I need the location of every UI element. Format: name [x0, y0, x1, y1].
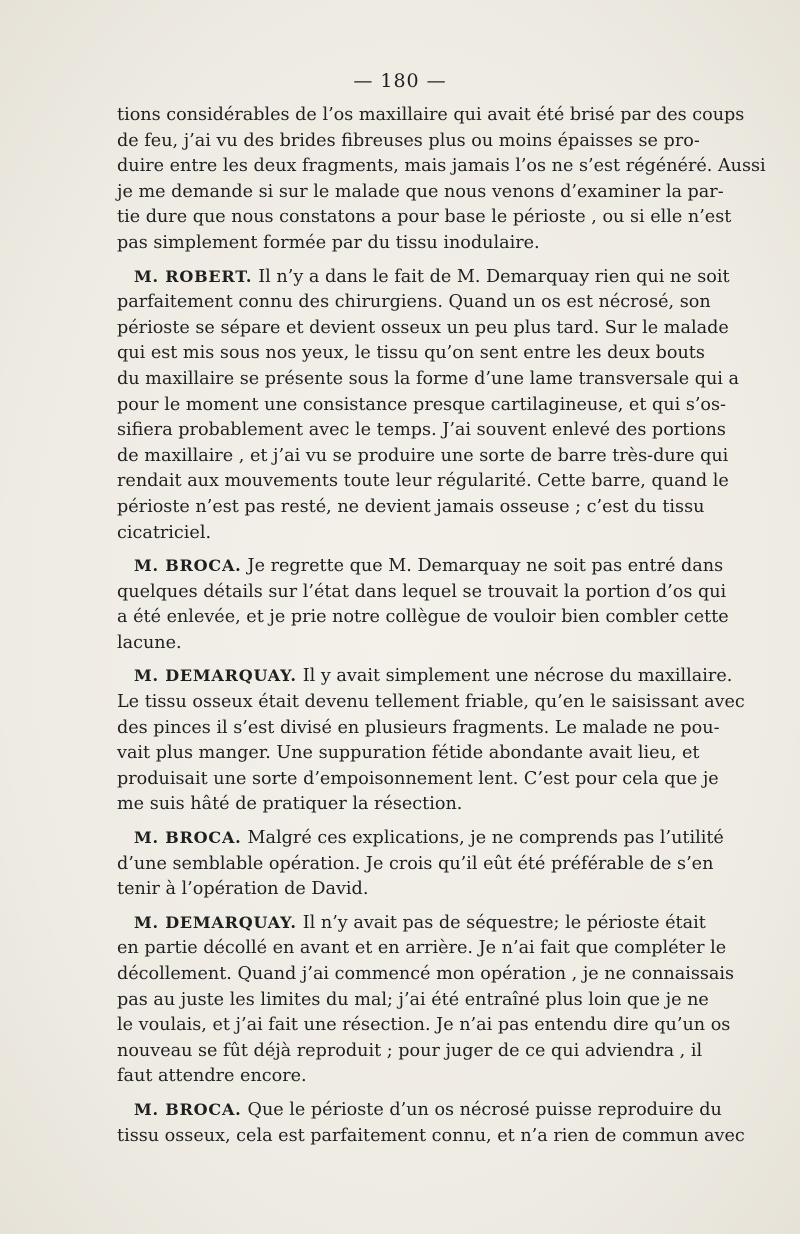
text-line [117, 129, 700, 155]
line-text: faut attendre encore. [117, 1066, 307, 1087]
line-text: décollement. Quand j’ai commencé mon opération , je ne connaissais [117, 964, 735, 984]
text-line [117, 1064, 697, 1090]
line-text: Il y avait simplement une nécrose du maxillaire. [302, 666, 733, 687]
text-line [117, 910, 706, 937]
paragraph-gap [117, 903, 697, 910]
line-text: me suis hâté de pratiquer la résection. [117, 794, 463, 815]
text-line [117, 341, 705, 367]
line-text: Il n’y avait pas de séquestre; le périoste était [302, 912, 706, 933]
line-text: lacune. [117, 632, 182, 653]
line-text: périoste n’est pas resté, ne devient jamais osseuse ; c’est du tissu [117, 496, 705, 517]
line-text: produisait une sorte d’empoisonnement lent. C’est pour cela que je [117, 768, 719, 789]
line-text: sifiera probablement avec le temps. J’ai souvent enlevé des portions [117, 420, 726, 441]
text-line [117, 444, 729, 470]
text-line [117, 767, 719, 793]
paragraph [117, 1097, 745, 1149]
text-line [117, 103, 745, 129]
text-line [117, 1097, 722, 1124]
text-line [117, 316, 729, 342]
line-text: Malgré ces explications, je ne comprends pas l’utilité [247, 828, 724, 849]
line-text: je me demande si sur le malade que nous venons d’examiner la par- [117, 181, 724, 202]
text-line [117, 553, 724, 580]
line-text: nouveau se fût déjà reproduit ; pour juger de ce qui adviendra , il [117, 1040, 703, 1061]
speaker-name: M. BROCA. [134, 828, 242, 848]
paragraph [117, 553, 729, 656]
text-line [117, 690, 745, 716]
line-text: de feu, j’ai vu des brides fibreuses plus ou moins épaisses se pro- [117, 130, 700, 151]
text-line [117, 631, 697, 657]
text-line [117, 988, 709, 1014]
text-line [117, 663, 733, 690]
paragraph [117, 264, 740, 547]
line-text: quelques détails sur l’état dans lequel se trouvait la portion d’os qui [117, 581, 727, 602]
paragraph [117, 663, 745, 818]
text-line [117, 1013, 731, 1039]
speaker-name: M. ROBERT. [134, 266, 253, 286]
text-line [117, 741, 700, 767]
text-line [117, 605, 729, 631]
line-text: du maxillaire se présente sous la forme d’une lame transversale qui a [117, 368, 740, 389]
text-line [117, 825, 724, 852]
text-line [117, 180, 724, 206]
speaker-name: M. DEMARQUAY. [134, 666, 297, 686]
text-line [117, 264, 730, 291]
page-number: — 180 — [353, 70, 447, 92]
line-text: vait plus manger. Une suppuration fétide abondante avait lieu, et [117, 743, 700, 764]
text-line [117, 154, 766, 180]
line-text: parfaitement connu des chirurgiens. Quand un os est nécrosé, son [117, 292, 711, 313]
line-text: pour le moment une consistance presque cartilagineuse, et qui s’os- [117, 394, 727, 415]
line-text: d’une semblable opération. Je crois qu’il eût été préférable de s’en [117, 853, 714, 874]
line-text: des pinces il s’est divisé en plusieurs fragments. Le malade ne pou- [117, 717, 720, 738]
line-text: tissu osseux, cela est parfaitement connu, et n’a rien de commun avec [117, 1125, 745, 1146]
text-line [117, 231, 697, 257]
text-line [117, 393, 727, 419]
paragraph [117, 825, 724, 903]
text-line [117, 877, 697, 903]
line-text: Que le périoste d’un os nécrosé puisse reproduire du [247, 1099, 722, 1120]
line-text: pas au juste les limites du mal; j’ai été entraîné plus loin que je ne [117, 989, 709, 1010]
text-line [117, 495, 705, 521]
line-text: duire entre les deux fragments, mais jamais l’os ne s’est régénéré. Aussi [117, 156, 766, 177]
text-line [117, 367, 740, 393]
text-line [117, 469, 729, 495]
text-line [117, 580, 727, 606]
text-line [117, 1124, 745, 1150]
speaker-name: M. BROCA. [134, 556, 242, 576]
page-body [117, 103, 766, 1149]
paragraph-gap [117, 257, 697, 264]
text-line [117, 962, 735, 988]
line-text: en partie décollé en avant et en arrière. Je n’ai fait que compléter le [117, 938, 727, 959]
text-line [117, 792, 697, 818]
paragraph-gap [117, 1090, 697, 1097]
line-text: a été enlevée, et je prie notre collègue de vouloir bien combler cette [117, 607, 729, 628]
line-text: tions considérables de l’os maxillaire qui avait été brisé par des coups [117, 105, 745, 125]
paragraph-gap [117, 546, 697, 553]
text-line [117, 1039, 703, 1065]
paragraph [117, 103, 766, 257]
paragraph-gap [117, 656, 697, 663]
text-line [117, 936, 727, 962]
speaker-name: M. BROCA. [134, 1099, 242, 1119]
line-text: rendait aux mouvements toute leur régularité. Cette barre, quand le [117, 471, 729, 492]
line-text: le voulais, et j’ai fait une résection. Je n’ai pas entendu dire qu’un os [117, 1015, 731, 1036]
line-text: Il n’y a dans le fait de M. Demarquay rien qui ne soit [258, 266, 730, 287]
text-line [117, 205, 732, 231]
text-line [117, 290, 711, 316]
text-line [117, 852, 714, 878]
line-text: périoste se sépare et devient osseux un peu plus tard. Sur le malade [117, 317, 729, 338]
line-text: de maxillaire , et j’ai vu se produire une sorte de barre très-dure qui [117, 445, 729, 466]
text-line [117, 716, 720, 742]
line-text: cicatriciel. [117, 522, 212, 543]
line-text: Je regrette que M. Demarquay ne soit pas entré dans [247, 556, 724, 577]
line-text: tie dure que nous constatons a pour base le périoste , ou si elle n’est [117, 207, 732, 228]
line-text: qui est mis sous nos yeux, le tissu qu’on sent entre les deux bouts [117, 343, 705, 364]
paragraph-gap [117, 818, 697, 825]
line-text: tenir à l’opération de David. [117, 879, 369, 900]
text-line [117, 418, 726, 444]
line-text: pas simplement formée par du tissu inodulaire. [117, 232, 540, 253]
text-line [117, 521, 697, 547]
paragraph [117, 910, 735, 1090]
speaker-name: M. DEMARQUAY. [134, 912, 297, 932]
line-text: Le tissu osseux était devenu tellement friable, qu’en le saisissant avec [117, 692, 745, 713]
